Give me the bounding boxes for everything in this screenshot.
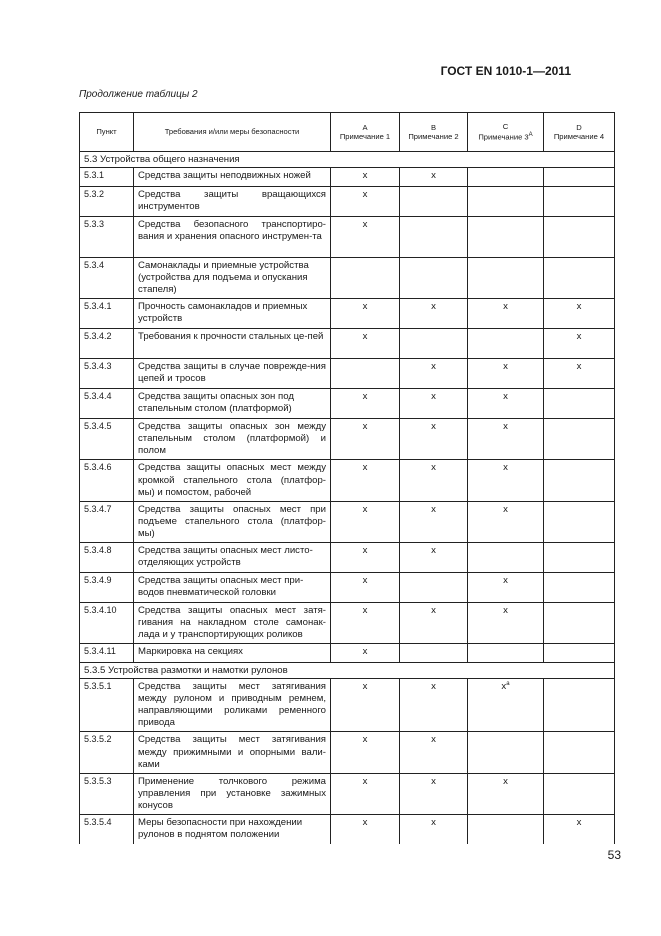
mark-a <box>331 258 400 299</box>
requirement-text: Средства защиты опасных мест затя-гивания на накладном столе самонак-лада и у транспортирующих роликов <box>134 602 331 643</box>
mark-d <box>544 419 615 460</box>
item-number: 5.3.4.7 <box>80 501 134 542</box>
mark-c <box>468 187 544 217</box>
table-row <box>80 359 615 389</box>
mark-d <box>544 773 615 814</box>
col-c-letter: C <box>502 122 509 132</box>
table-row <box>80 299 615 329</box>
mark-b: x <box>400 419 468 460</box>
item-number: 5.3.5.4 <box>80 814 134 844</box>
mark-a: x <box>331 814 400 844</box>
requirement-text: Средства защиты опасных мест между кромкой стапельного стола (платфор- мы) и помостом, рабочей <box>134 460 331 501</box>
table-row <box>80 644 615 663</box>
mark-b: x <box>400 359 468 389</box>
mark-b <box>400 187 468 217</box>
item-number: 5.3.4.9 <box>80 572 134 602</box>
requirement-text: Средства защиты вращающихся инструментов <box>134 187 331 217</box>
item-number: 5.3.1 <box>80 168 134 187</box>
requirement-text: Требования к прочности стальных це-пей <box>134 329 331 359</box>
requirement-text: Средства защиты опасных зон под стапельным столом (платформой) <box>134 389 331 419</box>
table-row <box>80 460 615 501</box>
mark-d: x <box>544 359 615 389</box>
mark-c: x <box>468 602 544 643</box>
mark-c <box>468 679 544 732</box>
mark-a: x <box>331 644 400 663</box>
col-a-letter: A <box>362 122 368 132</box>
col-header-a <box>331 113 400 152</box>
requirement-text: Средства защиты мест затягивания между прижимными и опорными вали-ками <box>134 732 331 773</box>
mark-b: x <box>400 389 468 419</box>
requirement-text: Самонаклады и приемные устройства (устройства для подъема и опускания стапеля) <box>134 258 331 299</box>
item-number: 5.3.4.10 <box>80 602 134 643</box>
table-row <box>80 814 615 844</box>
table-row <box>80 773 615 814</box>
requirement-text: Средства безопасного транспортиро-вания и хранения опасного инструмен-та <box>134 217 331 258</box>
table-caption: Продолжение таблицы 2 <box>79 89 198 100</box>
table-row <box>80 168 615 187</box>
item-number: 5.3.4.1 <box>80 299 134 329</box>
mark-d <box>544 258 615 299</box>
mark-d <box>544 460 615 501</box>
mark-c: x <box>468 419 544 460</box>
table-row <box>80 187 615 217</box>
mark-d <box>544 644 615 663</box>
mark-c: x <box>468 773 544 814</box>
table-row <box>80 389 615 419</box>
col-header-b <box>400 113 468 152</box>
mark-a: x <box>331 329 400 359</box>
mark-b: x <box>400 542 468 572</box>
requirement-text: Средства защиты мест затягивания между рулоном и приводным ремнем, направляющими роликами ременного привода <box>134 679 331 732</box>
mark-c: x <box>468 460 544 501</box>
col-header-c <box>468 113 544 152</box>
mark-a: x <box>331 679 400 732</box>
mark-c: x <box>468 389 544 419</box>
item-number: 5.3.3 <box>80 217 134 258</box>
mark-b: x <box>400 168 468 187</box>
table-row <box>80 732 615 773</box>
mark-b: x <box>400 814 468 844</box>
table-row <box>80 419 615 460</box>
mark-a: x <box>331 732 400 773</box>
mark-c <box>468 329 544 359</box>
item-number: 5.3.4.3 <box>80 359 134 389</box>
col-header-item: Пункт <box>80 113 134 152</box>
mark-a: x <box>331 419 400 460</box>
mark-b <box>400 644 468 663</box>
mark-b <box>400 572 468 602</box>
mark-c <box>468 168 544 187</box>
mark-b <box>400 329 468 359</box>
mark-c: x <box>468 299 544 329</box>
mark-c <box>468 217 544 258</box>
mark-d <box>544 217 615 258</box>
mark-d <box>544 389 615 419</box>
mark-b: x <box>400 299 468 329</box>
col-c-superscript: A <box>528 131 533 138</box>
item-number: 5.3.4.4 <box>80 389 134 419</box>
col-b-note: Примечание 2 <box>408 132 459 141</box>
col-b-letter: B <box>430 122 437 132</box>
mark-a: x <box>331 389 400 419</box>
requirement-text: Маркировка на секциях <box>134 644 331 663</box>
item-number: 5.3.4.2 <box>80 329 134 359</box>
item-number: 5.3.4.8 <box>80 542 134 572</box>
mark-d <box>544 187 615 217</box>
mark-b <box>400 217 468 258</box>
requirement-text: Средства защиты опасных мест листо- отделяющих устройств <box>134 542 331 572</box>
item-number: 5.3.4.6 <box>80 460 134 501</box>
table-header-row <box>80 113 615 152</box>
mark-c <box>468 542 544 572</box>
requirement-text: Средства защиты опасных мест при подъеме стапельного стола (платфор-мы) <box>134 501 331 542</box>
col-d-letter: D <box>576 122 582 132</box>
mark-d <box>544 732 615 773</box>
mark-c: x <box>468 572 544 602</box>
requirement-text: Применение толчкового режима управления при установке зажимных конусов <box>134 773 331 814</box>
table-row <box>80 329 615 359</box>
mark-a: x <box>331 773 400 814</box>
mark-c <box>468 644 544 663</box>
mark-d <box>544 679 615 732</box>
mark-a: x <box>331 572 400 602</box>
requirement-text: Средства защиты опасных зон между стапельным столом (платформой) и полом <box>134 419 331 460</box>
mark-a: x <box>331 602 400 643</box>
mark-c: x <box>468 359 544 389</box>
requirement-text: Средства защиты неподвижных ножей <box>134 168 331 187</box>
mark-c <box>468 814 544 844</box>
mark-a: x <box>331 460 400 501</box>
mark-a: x <box>331 187 400 217</box>
mark-c-value: x <box>501 681 507 693</box>
safety-requirements-table <box>79 112 615 844</box>
col-d-note: Примечание 4 <box>553 132 605 141</box>
mark-c <box>468 258 544 299</box>
mark-b: x <box>400 679 468 732</box>
mark-d <box>544 501 615 542</box>
mark-d <box>544 168 615 187</box>
item-number: 5.3.2 <box>80 187 134 217</box>
table-row <box>80 679 615 732</box>
requirement-text: Прочность самонакладов и приемных устройств <box>134 299 331 329</box>
section-row <box>80 152 615 168</box>
mark-d <box>544 572 615 602</box>
mark-d: x <box>544 329 615 359</box>
item-number: 5.3.4 <box>80 258 134 299</box>
mark-b: x <box>400 732 468 773</box>
mark-b <box>400 258 468 299</box>
mark-b: x <box>400 602 468 643</box>
item-number: 5.3.4.11 <box>80 644 134 663</box>
item-number: 5.3.5.2 <box>80 732 134 773</box>
mark-d: x <box>544 814 615 844</box>
mark-a: x <box>331 542 400 572</box>
mark-c-superscript: a <box>506 681 510 688</box>
section-title: 5.3 Устройства общего назначения <box>80 152 615 168</box>
item-number: 5.3.5.3 <box>80 773 134 814</box>
table-row <box>80 542 615 572</box>
mark-a: x <box>331 168 400 187</box>
item-number: 5.3.4.5 <box>80 419 134 460</box>
mark-a <box>331 359 400 389</box>
col-header-d <box>544 113 615 152</box>
mark-a: x <box>331 299 400 329</box>
table-row <box>80 602 615 643</box>
mark-c <box>468 732 544 773</box>
mark-d: x <box>544 299 615 329</box>
mark-d <box>544 602 615 643</box>
col-a-note: Примечание 1 <box>339 132 391 141</box>
col-header-requirements: Требования и/или меры безопасности <box>134 113 331 152</box>
page-number: 53 <box>607 848 621 862</box>
section-title: 5.3.5 Устройства размотки и намотки рулонов <box>80 663 615 679</box>
table-row <box>80 572 615 602</box>
col-c-note: Примечание 3 <box>478 132 529 142</box>
requirement-text: Средства защиты в случае поврежде-ния цепей и тросов <box>134 359 331 389</box>
mark-c: x <box>468 501 544 542</box>
mark-d <box>544 542 615 572</box>
mark-a: x <box>331 501 400 542</box>
table-row <box>80 501 615 542</box>
mark-a: x <box>331 217 400 258</box>
requirement-text: Средства защиты опасных мест при-водов пневматической головки <box>134 572 331 602</box>
mark-b: x <box>400 501 468 542</box>
mark-b: x <box>400 460 468 501</box>
standard-designation: ГОСТ EN 1010-1—2011 <box>440 64 571 78</box>
table-row <box>80 217 615 258</box>
section-row <box>80 663 615 679</box>
requirement-text: Меры безопасности при нахождении рулонов в поднятом положении <box>134 814 331 844</box>
item-number: 5.3.5.1 <box>80 679 134 732</box>
mark-b: x <box>400 773 468 814</box>
table-row <box>80 258 615 299</box>
